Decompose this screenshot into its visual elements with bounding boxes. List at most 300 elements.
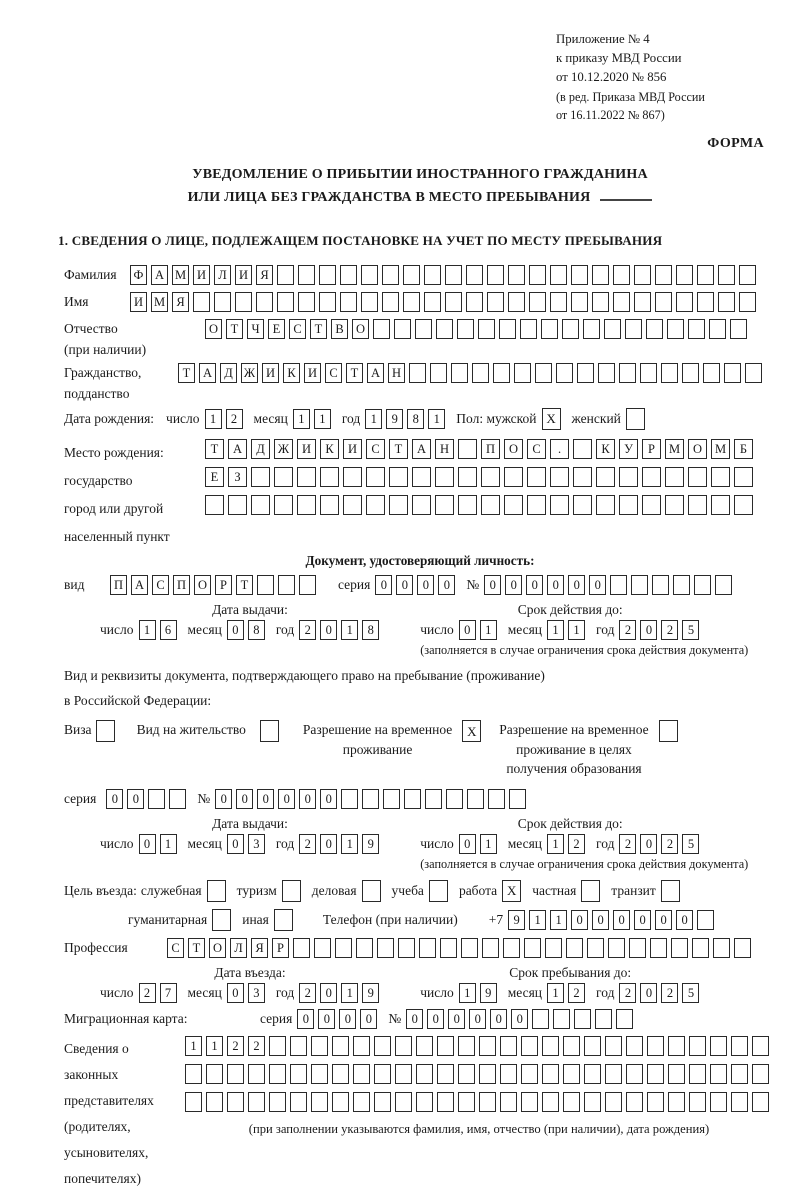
- char-cell[interactable]: [314, 938, 331, 958]
- char-cell[interactable]: [412, 467, 431, 487]
- temp-residence-checkbox[interactable]: [462, 720, 485, 742]
- migration-number-input[interactable]: [406, 1009, 637, 1029]
- char-cell[interactable]: [278, 575, 295, 595]
- char-cell[interactable]: [395, 1092, 412, 1112]
- char-cell[interactable]: 2: [661, 983, 678, 1003]
- char-cell[interactable]: 2: [568, 983, 585, 1003]
- char-cell[interactable]: [631, 575, 648, 595]
- char-cell[interactable]: [366, 495, 385, 515]
- char-cell[interactable]: [96, 720, 115, 742]
- char-cell[interactable]: [508, 265, 525, 285]
- char-cell[interactable]: [734, 467, 753, 487]
- char-cell[interactable]: 1: [185, 1036, 202, 1056]
- char-cell[interactable]: Е: [268, 319, 285, 339]
- char-cell[interactable]: П: [173, 575, 190, 595]
- char-cell[interactable]: Т: [178, 363, 195, 383]
- char-cell[interactable]: 5: [682, 983, 699, 1003]
- char-cell[interactable]: [458, 467, 477, 487]
- char-cell[interactable]: [752, 1092, 769, 1112]
- char-cell[interactable]: 2: [139, 983, 156, 1003]
- char-cell[interactable]: 0: [547, 575, 564, 595]
- char-cell[interactable]: 1: [341, 620, 358, 640]
- char-cell[interactable]: [437, 1064, 454, 1084]
- birth-year-input[interactable]: [365, 409, 449, 429]
- char-cell[interactable]: [556, 363, 573, 383]
- char-cell[interactable]: 2: [299, 834, 316, 854]
- char-cell[interactable]: [514, 363, 531, 383]
- purpose-humanitarian-checkbox[interactable]: [212, 909, 235, 931]
- char-cell[interactable]: X: [502, 880, 521, 902]
- char-cell[interactable]: 1: [547, 834, 564, 854]
- char-cell[interactable]: [613, 265, 630, 285]
- char-cell[interactable]: [571, 292, 588, 312]
- char-cell[interactable]: [274, 909, 293, 931]
- char-cell[interactable]: М: [172, 265, 189, 285]
- char-cell[interactable]: [619, 495, 638, 515]
- char-cell[interactable]: [694, 575, 711, 595]
- char-cell[interactable]: [436, 319, 453, 339]
- char-cell[interactable]: [542, 1092, 559, 1112]
- char-cell[interactable]: [311, 1064, 328, 1084]
- char-cell[interactable]: [500, 1036, 517, 1056]
- char-cell[interactable]: [343, 495, 362, 515]
- char-cell[interactable]: [596, 495, 615, 515]
- char-cell[interactable]: [739, 292, 756, 312]
- char-cell[interactable]: [605, 1092, 622, 1112]
- purpose-transit-checkbox[interactable]: [661, 880, 684, 902]
- char-cell[interactable]: Т: [236, 575, 253, 595]
- char-cell[interactable]: [437, 1092, 454, 1112]
- char-cell[interactable]: [403, 292, 420, 312]
- char-cell[interactable]: 0: [568, 575, 585, 595]
- char-cell[interactable]: [488, 789, 505, 809]
- char-cell[interactable]: [668, 1092, 685, 1112]
- char-cell[interactable]: [626, 1036, 643, 1056]
- char-cell[interactable]: [361, 292, 378, 312]
- char-cell[interactable]: [500, 1064, 517, 1084]
- char-cell[interactable]: [545, 938, 562, 958]
- char-cell[interactable]: Я: [256, 265, 273, 285]
- char-cell[interactable]: [487, 265, 504, 285]
- temp-residence-education-checkbox[interactable]: [659, 720, 682, 742]
- char-cell[interactable]: И: [235, 265, 252, 285]
- char-cell[interactable]: В: [331, 319, 348, 339]
- char-cell[interactable]: [193, 292, 210, 312]
- visa-checkbox[interactable]: [96, 720, 119, 742]
- char-cell[interactable]: 0: [299, 789, 316, 809]
- char-cell[interactable]: Д: [220, 363, 237, 383]
- char-cell[interactable]: М: [151, 292, 168, 312]
- char-cell[interactable]: [563, 1064, 580, 1084]
- char-cell[interactable]: 9: [386, 409, 403, 429]
- char-cell[interactable]: 2: [661, 834, 678, 854]
- char-cell[interactable]: 0: [469, 1009, 486, 1029]
- char-cell[interactable]: [440, 938, 457, 958]
- char-cell[interactable]: 0: [227, 983, 244, 1003]
- char-cell[interactable]: Ч: [247, 319, 264, 339]
- char-cell[interactable]: [697, 292, 714, 312]
- char-cell[interactable]: [383, 789, 400, 809]
- char-cell[interactable]: Т: [205, 439, 224, 459]
- char-cell[interactable]: [688, 467, 707, 487]
- char-cell[interactable]: Р: [272, 938, 289, 958]
- char-cell[interactable]: 1: [293, 409, 310, 429]
- char-cell[interactable]: X: [542, 408, 561, 430]
- char-cell[interactable]: 5: [682, 834, 699, 854]
- sex-female-checkbox[interactable]: [626, 408, 649, 430]
- char-cell[interactable]: [235, 292, 252, 312]
- char-cell[interactable]: [340, 265, 357, 285]
- char-cell[interactable]: [509, 789, 526, 809]
- char-cell[interactable]: [185, 1064, 202, 1084]
- char-cell[interactable]: С: [366, 439, 385, 459]
- patronymic-input[interactable]: [205, 319, 751, 339]
- char-cell[interactable]: [619, 363, 636, 383]
- char-cell[interactable]: [710, 1036, 727, 1056]
- char-cell[interactable]: [718, 265, 735, 285]
- char-cell[interactable]: [320, 467, 339, 487]
- char-cell[interactable]: [625, 319, 642, 339]
- char-cell[interactable]: .: [550, 439, 569, 459]
- char-cell[interactable]: [404, 789, 421, 809]
- char-cell[interactable]: 0: [490, 1009, 507, 1029]
- char-cell[interactable]: А: [151, 265, 168, 285]
- char-cell[interactable]: Т: [346, 363, 363, 383]
- char-cell[interactable]: [467, 789, 484, 809]
- char-cell[interactable]: [248, 1064, 265, 1084]
- char-cell[interactable]: [466, 265, 483, 285]
- char-cell[interactable]: 1: [459, 983, 476, 1003]
- char-cell[interactable]: 0: [459, 620, 476, 640]
- char-cell[interactable]: [290, 1092, 307, 1112]
- char-cell[interactable]: [562, 319, 579, 339]
- purpose-commercial-checkbox[interactable]: [362, 880, 385, 902]
- char-cell[interactable]: С: [167, 938, 184, 958]
- char-cell[interactable]: [297, 467, 316, 487]
- char-cell[interactable]: [524, 938, 541, 958]
- char-cell[interactable]: [689, 1064, 706, 1084]
- char-cell[interactable]: [541, 319, 558, 339]
- char-cell[interactable]: [668, 1064, 685, 1084]
- residence-valid-day-input[interactable]: [459, 834, 501, 854]
- char-cell[interactable]: 2: [226, 409, 243, 429]
- char-cell[interactable]: [532, 1009, 549, 1029]
- char-cell[interactable]: [527, 495, 546, 515]
- char-cell[interactable]: [298, 265, 315, 285]
- char-cell[interactable]: 8: [362, 620, 379, 640]
- char-cell[interactable]: С: [527, 439, 546, 459]
- char-cell[interactable]: [542, 1036, 559, 1056]
- char-cell[interactable]: [277, 265, 294, 285]
- entry-day-input[interactable]: [139, 983, 181, 1003]
- char-cell[interactable]: [689, 1036, 706, 1056]
- char-cell[interactable]: [319, 292, 336, 312]
- char-cell[interactable]: [419, 938, 436, 958]
- representatives-row3-input[interactable]: [185, 1092, 773, 1112]
- char-cell[interactable]: 0: [427, 1009, 444, 1029]
- char-cell[interactable]: [584, 1064, 601, 1084]
- char-cell[interactable]: [332, 1064, 349, 1084]
- char-cell[interactable]: П: [110, 575, 127, 595]
- char-cell[interactable]: [297, 495, 316, 515]
- char-cell[interactable]: [652, 575, 669, 595]
- char-cell[interactable]: 3: [248, 834, 265, 854]
- char-cell[interactable]: [667, 319, 684, 339]
- char-cell[interactable]: [673, 575, 690, 595]
- char-cell[interactable]: [353, 1064, 370, 1084]
- char-cell[interactable]: [277, 292, 294, 312]
- char-cell[interactable]: [661, 880, 680, 902]
- char-cell[interactable]: [616, 1009, 633, 1029]
- char-cell[interactable]: 7: [160, 983, 177, 1003]
- char-cell[interactable]: [311, 1092, 328, 1112]
- char-cell[interactable]: [340, 292, 357, 312]
- char-cell[interactable]: [608, 938, 625, 958]
- char-cell[interactable]: [472, 363, 489, 383]
- purpose-study-checkbox[interactable]: [429, 880, 452, 902]
- char-cell[interactable]: [227, 1064, 244, 1084]
- char-cell[interactable]: [626, 408, 645, 430]
- char-cell[interactable]: 1: [206, 1036, 223, 1056]
- char-cell[interactable]: [527, 467, 546, 487]
- char-cell[interactable]: 0: [127, 789, 144, 809]
- char-cell[interactable]: [461, 938, 478, 958]
- char-cell[interactable]: [435, 467, 454, 487]
- birth-day-input[interactable]: [205, 409, 247, 429]
- char-cell[interactable]: [251, 495, 270, 515]
- char-cell[interactable]: [626, 1064, 643, 1084]
- char-cell[interactable]: И: [130, 292, 147, 312]
- char-cell[interactable]: 0: [215, 789, 232, 809]
- char-cell[interactable]: 1: [480, 620, 497, 640]
- char-cell[interactable]: [634, 292, 651, 312]
- char-cell[interactable]: 2: [299, 620, 316, 640]
- char-cell[interactable]: [640, 363, 657, 383]
- char-cell[interactable]: 1: [529, 910, 546, 930]
- char-cell[interactable]: [361, 265, 378, 285]
- char-cell[interactable]: 0: [320, 983, 337, 1003]
- char-cell[interactable]: О: [352, 319, 369, 339]
- char-cell[interactable]: У: [619, 439, 638, 459]
- char-cell[interactable]: 2: [248, 1036, 265, 1056]
- char-cell[interactable]: [274, 467, 293, 487]
- char-cell[interactable]: [274, 495, 293, 515]
- char-cell[interactable]: [373, 319, 390, 339]
- char-cell[interactable]: И: [343, 439, 362, 459]
- char-cell[interactable]: 0: [655, 910, 672, 930]
- char-cell[interactable]: 0: [320, 834, 337, 854]
- char-cell[interactable]: [610, 575, 627, 595]
- phone-input[interactable]: [508, 910, 718, 930]
- migration-series-input[interactable]: [297, 1009, 381, 1029]
- char-cell[interactable]: И: [193, 265, 210, 285]
- purpose-tourism-checkbox[interactable]: [282, 880, 305, 902]
- char-cell[interactable]: С: [289, 319, 306, 339]
- char-cell[interactable]: [665, 495, 684, 515]
- char-cell[interactable]: [573, 439, 592, 459]
- char-cell[interactable]: [581, 880, 600, 902]
- char-cell[interactable]: [703, 363, 720, 383]
- char-cell[interactable]: [185, 1092, 202, 1112]
- char-cell[interactable]: Т: [310, 319, 327, 339]
- char-cell[interactable]: [395, 1064, 412, 1084]
- char-cell[interactable]: [659, 720, 678, 742]
- char-cell[interactable]: [148, 789, 165, 809]
- char-cell[interactable]: [425, 789, 442, 809]
- char-cell[interactable]: 0: [640, 983, 657, 1003]
- id-issue-year-input[interactable]: [299, 620, 383, 640]
- representatives-row2-input[interactable]: [185, 1064, 773, 1084]
- char-cell[interactable]: [521, 1064, 538, 1084]
- char-cell[interactable]: 1: [480, 834, 497, 854]
- purpose-work-checkbox[interactable]: [502, 880, 525, 902]
- char-cell[interactable]: [479, 1036, 496, 1056]
- char-cell[interactable]: [260, 720, 279, 742]
- char-cell[interactable]: 0: [640, 620, 657, 640]
- char-cell[interactable]: [550, 467, 569, 487]
- char-cell[interactable]: [206, 1064, 223, 1084]
- char-cell[interactable]: [529, 292, 546, 312]
- char-cell[interactable]: 0: [227, 620, 244, 640]
- stay-day-input[interactable]: [459, 983, 501, 1003]
- birth-month-input[interactable]: [293, 409, 335, 429]
- char-cell[interactable]: [169, 789, 186, 809]
- char-cell[interactable]: 9: [480, 983, 497, 1003]
- residence-issue-month-input[interactable]: [227, 834, 269, 854]
- char-cell[interactable]: 0: [417, 575, 434, 595]
- char-cell[interactable]: О: [688, 439, 707, 459]
- char-cell[interactable]: 0: [375, 575, 392, 595]
- char-cell[interactable]: А: [367, 363, 384, 383]
- char-cell[interactable]: Д: [251, 439, 270, 459]
- purpose-private-checkbox[interactable]: [581, 880, 604, 902]
- char-cell[interactable]: [424, 292, 441, 312]
- char-cell[interactable]: Ж: [274, 439, 293, 459]
- char-cell[interactable]: [479, 1092, 496, 1112]
- char-cell[interactable]: [311, 1036, 328, 1056]
- representatives-row1-input[interactable]: [185, 1036, 773, 1056]
- stay-year-input[interactable]: [619, 983, 703, 1003]
- char-cell[interactable]: 2: [619, 983, 636, 1003]
- char-cell[interactable]: 1: [547, 983, 564, 1003]
- char-cell[interactable]: [451, 363, 468, 383]
- char-cell[interactable]: О: [205, 319, 222, 339]
- char-cell[interactable]: [290, 1064, 307, 1084]
- char-cell[interactable]: 2: [661, 620, 678, 640]
- char-cell[interactable]: [584, 1036, 601, 1056]
- char-cell[interactable]: А: [199, 363, 216, 383]
- char-cell[interactable]: [416, 1064, 433, 1084]
- char-cell[interactable]: 1: [314, 409, 331, 429]
- char-cell[interactable]: [499, 319, 516, 339]
- char-cell[interactable]: [734, 938, 751, 958]
- char-cell[interactable]: [429, 880, 448, 902]
- char-cell[interactable]: [504, 495, 523, 515]
- char-cell[interactable]: О: [209, 938, 226, 958]
- char-cell[interactable]: [298, 292, 315, 312]
- char-cell[interactable]: [487, 292, 504, 312]
- char-cell[interactable]: [212, 909, 231, 931]
- char-cell[interactable]: [374, 1064, 391, 1084]
- char-cell[interactable]: 1: [365, 409, 382, 429]
- char-cell[interactable]: [573, 467, 592, 487]
- char-cell[interactable]: [500, 1092, 517, 1112]
- char-cell[interactable]: [587, 938, 604, 958]
- char-cell[interactable]: 0: [676, 910, 693, 930]
- char-cell[interactable]: [710, 1092, 727, 1112]
- char-cell[interactable]: [535, 363, 552, 383]
- char-cell[interactable]: 0: [396, 575, 413, 595]
- char-cell[interactable]: Ж: [241, 363, 258, 383]
- char-cell[interactable]: Б: [734, 439, 753, 459]
- char-cell[interactable]: [553, 1009, 570, 1029]
- id-doc-number-input[interactable]: [484, 575, 736, 595]
- char-cell[interactable]: [655, 265, 672, 285]
- char-cell[interactable]: 2: [619, 834, 636, 854]
- char-cell[interactable]: Р: [642, 439, 661, 459]
- char-cell[interactable]: 9: [362, 834, 379, 854]
- char-cell[interactable]: [293, 938, 310, 958]
- id-doc-type-input[interactable]: [110, 575, 320, 595]
- char-cell[interactable]: 1: [341, 983, 358, 1003]
- char-cell[interactable]: Я: [251, 938, 268, 958]
- char-cell[interactable]: [647, 1064, 664, 1084]
- char-cell[interactable]: [290, 1036, 307, 1056]
- char-cell[interactable]: [655, 292, 672, 312]
- id-issue-day-input[interactable]: [139, 620, 181, 640]
- name-input[interactable]: [130, 292, 760, 312]
- char-cell[interactable]: [457, 319, 474, 339]
- char-cell[interactable]: [604, 319, 621, 339]
- char-cell[interactable]: [634, 265, 651, 285]
- char-cell[interactable]: [718, 292, 735, 312]
- char-cell[interactable]: [605, 1036, 622, 1056]
- char-cell[interactable]: З: [228, 467, 247, 487]
- char-cell[interactable]: [356, 938, 373, 958]
- char-cell[interactable]: [711, 467, 730, 487]
- char-cell[interactable]: Т: [188, 938, 205, 958]
- char-cell[interactable]: [458, 439, 477, 459]
- char-cell[interactable]: [520, 319, 537, 339]
- char-cell[interactable]: [335, 938, 352, 958]
- char-cell[interactable]: 8: [248, 620, 265, 640]
- char-cell[interactable]: 2: [227, 1036, 244, 1056]
- char-cell[interactable]: 0: [592, 910, 609, 930]
- purpose-other-checkbox[interactable]: [274, 909, 297, 931]
- residence-issue-day-input[interactable]: [139, 834, 181, 854]
- char-cell[interactable]: [320, 495, 339, 515]
- birthplace-row2-input[interactable]: [205, 467, 757, 487]
- char-cell[interactable]: [584, 1092, 601, 1112]
- char-cell[interactable]: [689, 1092, 706, 1112]
- char-cell[interactable]: [353, 1036, 370, 1056]
- char-cell[interactable]: 9: [508, 910, 525, 930]
- char-cell[interactable]: [478, 319, 495, 339]
- purpose-business-checkbox[interactable]: [207, 880, 230, 902]
- citizenship-input[interactable]: [178, 363, 766, 383]
- char-cell[interactable]: [482, 938, 499, 958]
- char-cell[interactable]: [458, 495, 477, 515]
- char-cell[interactable]: П: [481, 439, 500, 459]
- stay-month-input[interactable]: [547, 983, 589, 1003]
- char-cell[interactable]: [416, 1036, 433, 1056]
- residence-series-input[interactable]: [106, 789, 190, 809]
- char-cell[interactable]: 1: [547, 620, 564, 640]
- char-cell[interactable]: [481, 495, 500, 515]
- char-cell[interactable]: [382, 292, 399, 312]
- char-cell[interactable]: [724, 363, 741, 383]
- char-cell[interactable]: Ф: [130, 265, 147, 285]
